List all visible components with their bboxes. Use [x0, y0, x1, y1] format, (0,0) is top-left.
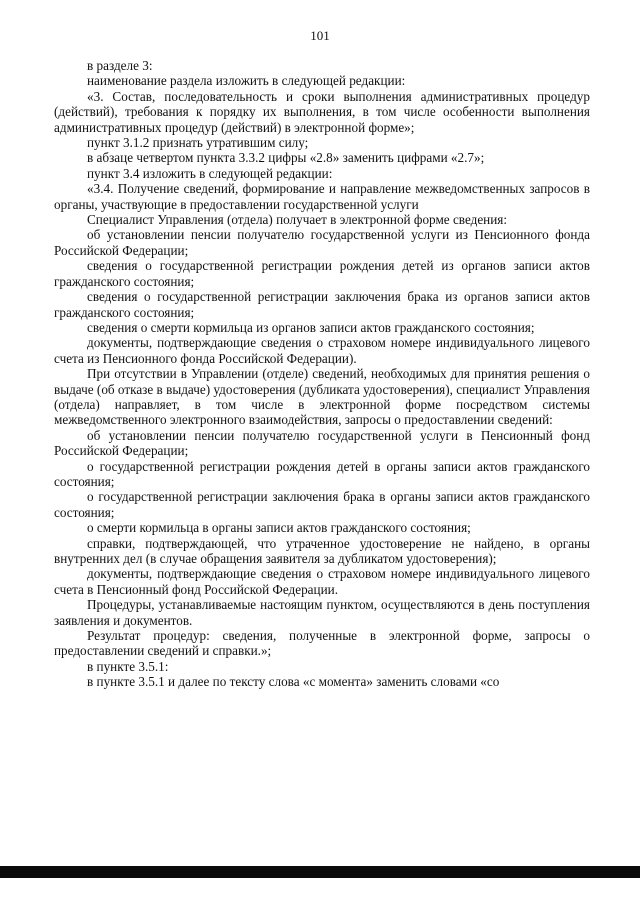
paragraph: «3. Состав, последовательность и сроки выполнения административных процедур (действий), требования к порядку их выполнения, в том числе особенности выполнения административных процедур (действий) в электронной форме»;	[54, 88, 590, 135]
paragraph: Процедуры, устанавливаемые настоящим пунктом, осуществляются в день поступления заявления и документов.	[54, 597, 590, 628]
paragraph: сведения о смерти кормильца из органов записи актов гражданского состояния;	[87, 319, 535, 335]
paragraph: справки, подтверждающей, что утраченное удостоверение не найдено, в органы внутренних дел (в случае обращения заявителя за дубликатом удостоверения);	[54, 535, 590, 566]
paragraph: в разделе 3:	[87, 58, 153, 73]
paragraph: «3.4. Получение сведений, формирование и направление межведомственных запросов в органы, участвующие в предоставлении государственной услуги	[54, 181, 590, 212]
paragraph: в абзаце четвертом пункта 3.3.2 цифры «2.8» заменить цифрами «2.7»;	[87, 150, 485, 166]
paragraph: сведения о государственной регистрации заключения брака из органов записи актов гражданского состояния;	[54, 289, 590, 320]
paragraph: в пункте 3.5.1 и далее по тексту слова «с момента» заменить словами «со	[87, 674, 500, 690]
page-number: 101	[310, 28, 330, 43]
paragraph: о государственной регистрации заключения брака в органы записи актов гражданского состояния;	[54, 489, 590, 520]
paragraph: При отсутствии в Управлении (отделе) сведений, необходимых для принятия решения о выдаче (об отказе в выдаче) удостоверения (дубликата удостоверения), специалист Управления (отдела) направляет, в том числе в электронной форме посредством системы межведомственного электронного взаимодействия, запросы о предоставлении сведений:	[54, 366, 590, 428]
paragraph: документы, подтверждающие сведения о страховом номере индивидуального лицевого счета в Пенсионный фонд Российской Федерации.	[54, 566, 590, 597]
paragraph: документы, подтверждающие сведения о страховом номере индивидуального лицевого счета из Пенсионного фонда Российской Федерации).	[54, 335, 590, 366]
paragraph: пункт 3.4 изложить в следующей редакции:	[87, 165, 333, 181]
page-bottom-margin	[0, 878, 640, 905]
scan-bottom-edge	[0, 866, 640, 878]
paragraph: об установлении пенсии получателю государственной услуги в Пенсионный фонд Российской Федерации;	[54, 427, 590, 459]
paragraph: о смерти кормильца в органы записи актов гражданского состояния;	[87, 520, 471, 536]
paragraph: о государственной регистрации рождения детей в органы записи актов гражданского состояния;	[54, 458, 590, 489]
paragraph: Результат процедур: сведения, полученные в электронной форме, запросы о предоставлении сведений и справки.»;	[54, 628, 590, 659]
paragraph: об установлении пенсии получателю государственной услуги из Пенсионного фонда Российской Федерации;	[54, 227, 590, 258]
document-body	[54, 58, 590, 690]
paragraph: сведения о государственной регистрации рождения детей из органов записи актов гражданского состояния;	[54, 258, 590, 289]
paragraph: пункт 3.1.2 признать утратившим силу;	[87, 135, 309, 151]
paragraph: Специалист Управления (отдела) получает в электронной форме сведения:	[87, 212, 508, 228]
paragraph: в пункте 3.5.1:	[87, 658, 169, 674]
paragraph: наименование раздела изложить в следующей редакции:	[87, 73, 406, 89]
